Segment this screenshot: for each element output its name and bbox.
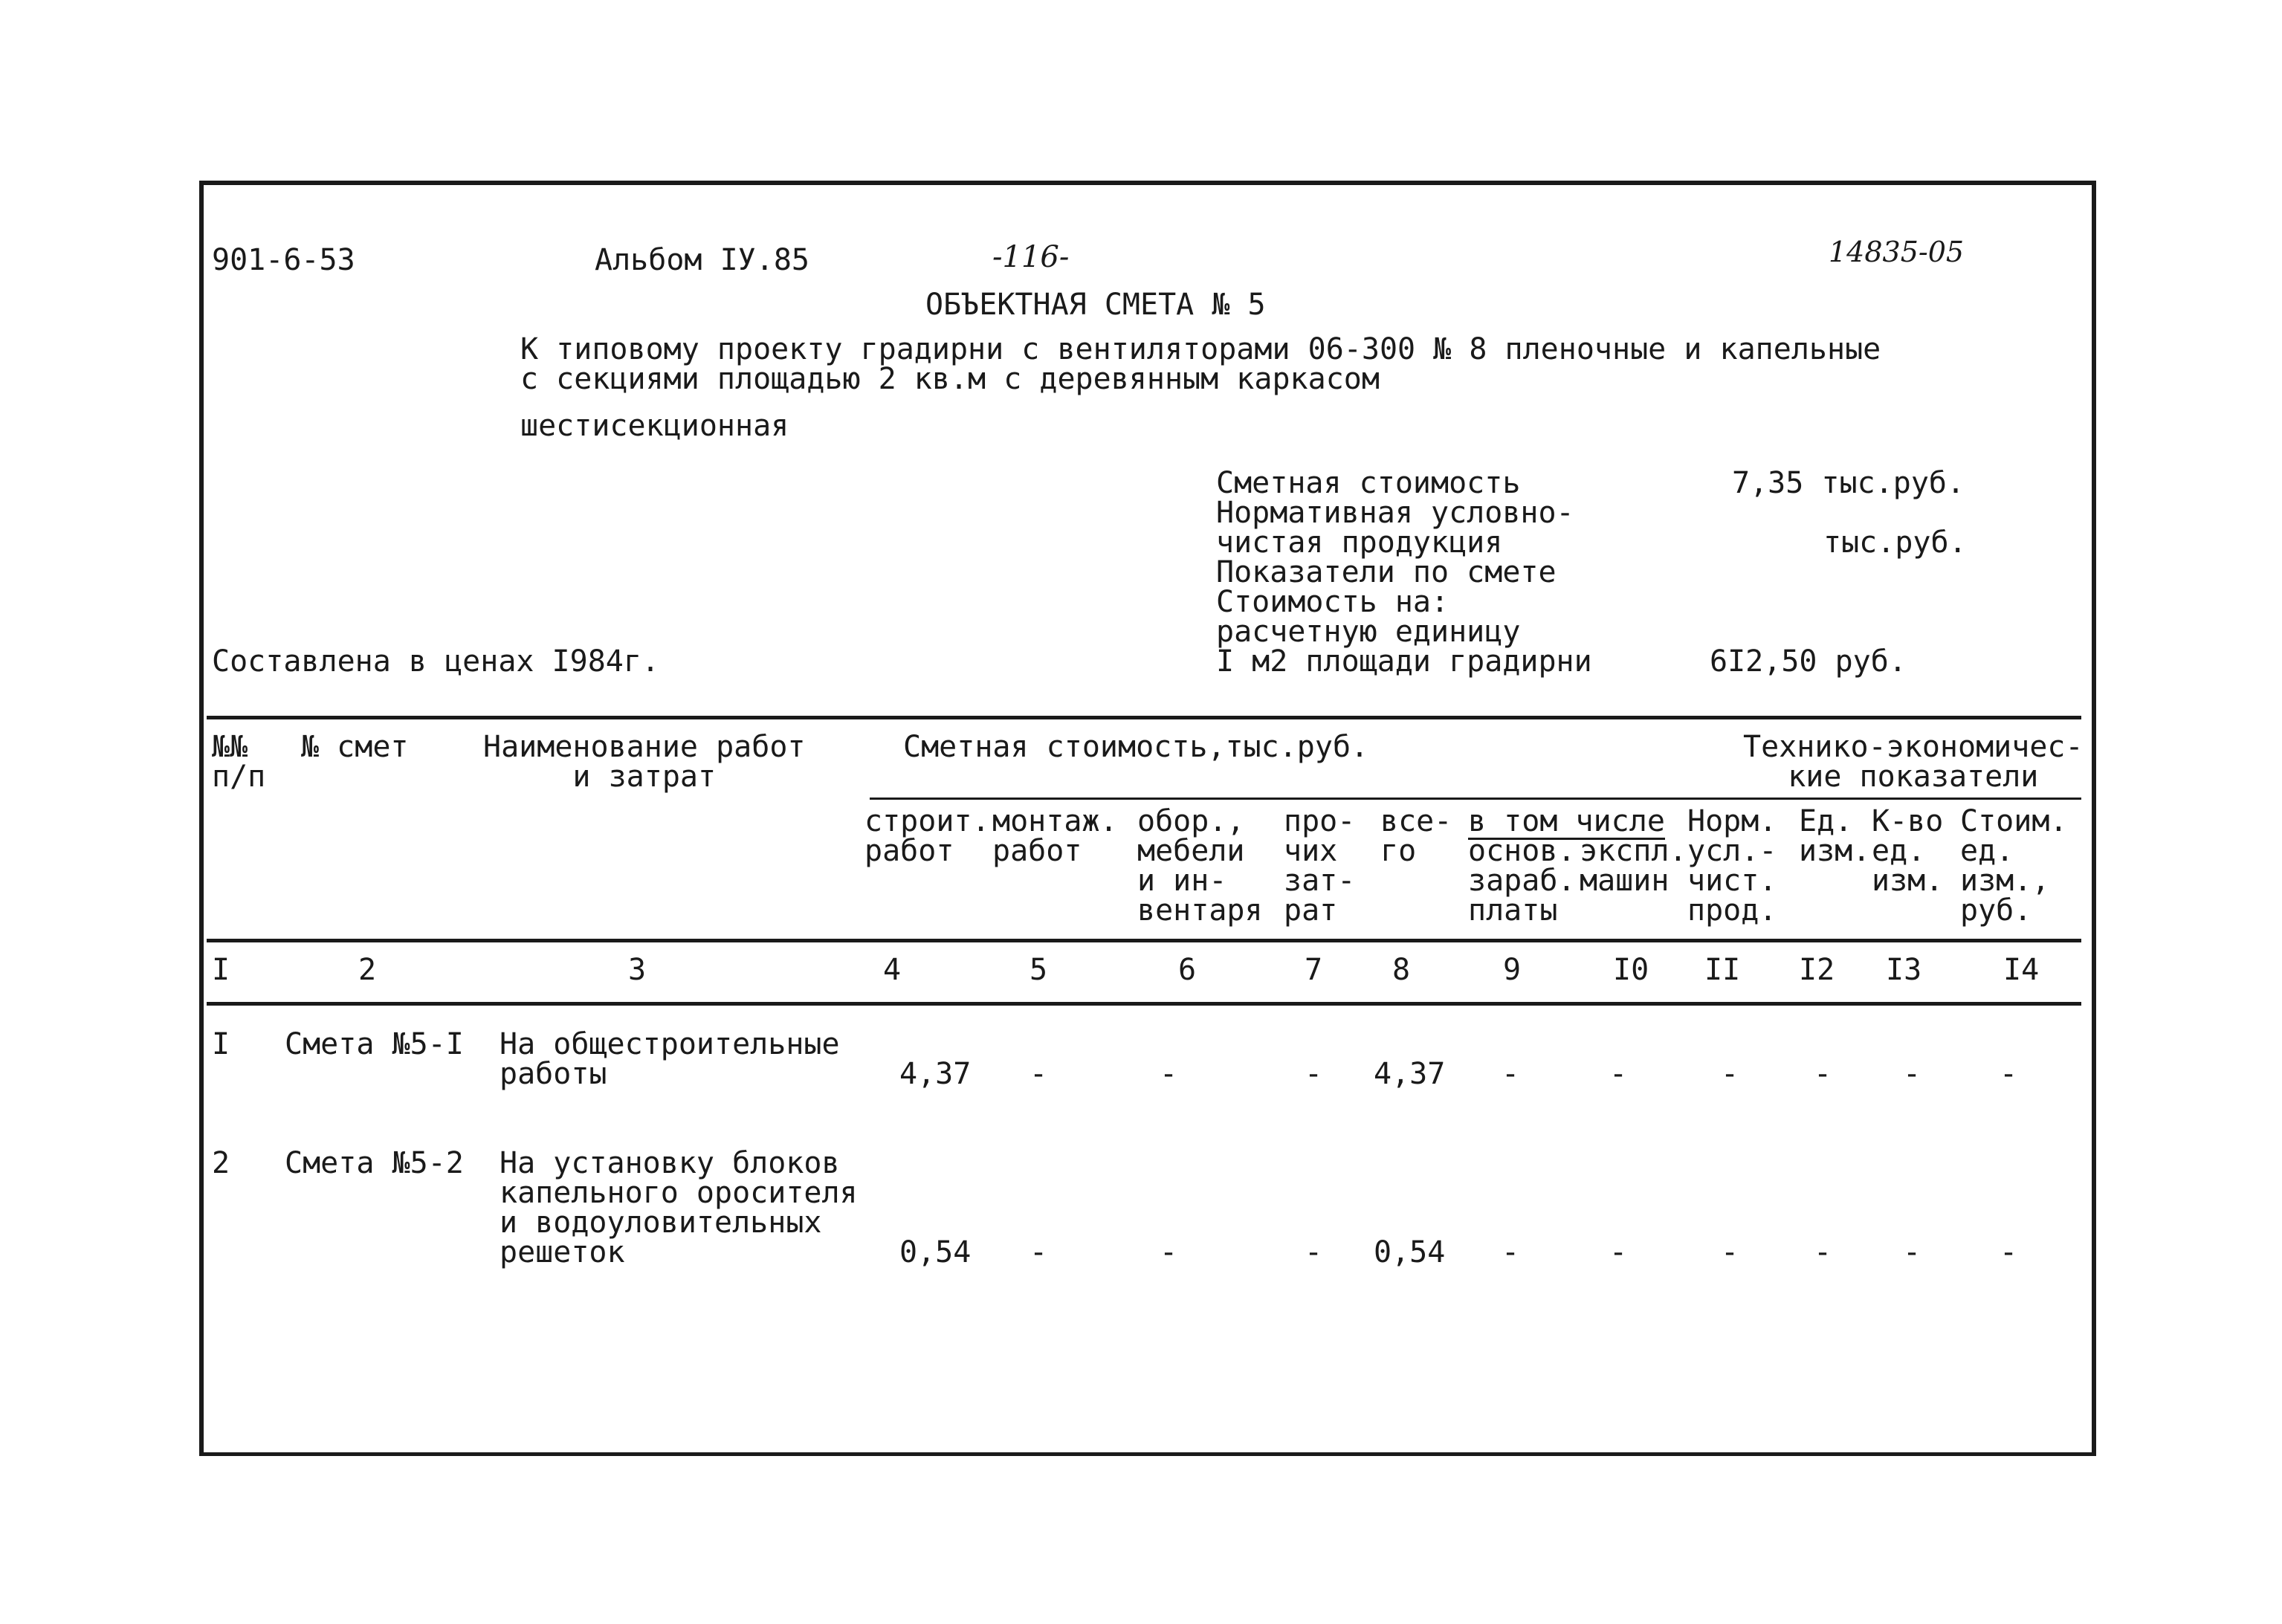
cost-group-rule xyxy=(870,798,2081,800)
colnum-bottom-rule xyxy=(207,1002,2081,1006)
col-number-10: I0 xyxy=(1613,953,1649,987)
col-number-8: 8 xyxy=(1392,953,1411,987)
row-other-cost: - xyxy=(1305,1057,1323,1091)
row-norm-prod: - xyxy=(1721,1057,1739,1091)
col-number-7: 7 xyxy=(1305,953,1323,987)
col-number-14: I4 xyxy=(2003,953,2040,987)
row-norm-prod: - xyxy=(1721,1235,1739,1269)
col-number-4: 4 xyxy=(883,953,902,987)
norm-label-1: Нормативная условно- xyxy=(1216,496,1574,530)
col-header-construction: строит. работ xyxy=(864,804,990,868)
row-number: I xyxy=(212,1027,230,1061)
col-header-base-wages: основ. зараб. платы xyxy=(1468,834,1576,928)
row-number: 2 xyxy=(212,1146,230,1180)
estimate-subtitle-line1: К типовому проекту градирни с вентиляторами 06-300 № 8 пленочные и капельные xyxy=(520,332,1881,366)
row-equipment-cost: - xyxy=(1160,1057,1178,1091)
col-number-2: 2 xyxy=(358,953,377,987)
row-unit-cost: - xyxy=(2000,1235,2018,1269)
col-number-13: I3 xyxy=(1886,953,1922,987)
row-construction-cost: 0,54 xyxy=(899,1235,972,1269)
row-construction-cost: 4,37 xyxy=(899,1057,972,1091)
table-top-rule xyxy=(207,716,2081,719)
page-number: -116- xyxy=(992,240,1070,274)
col-header-estimate: № смет xyxy=(301,730,409,764)
row-estimate-ref: Смета №5-2 xyxy=(285,1146,464,1180)
col-header-unit: Ед. изм. xyxy=(1799,804,1871,868)
row-unit-qty: - xyxy=(1903,1057,1921,1091)
row-work-name: На установку блоков капельного оросителя и водоуловительных решеток xyxy=(500,1146,858,1269)
row-installation-cost: - xyxy=(1030,1235,1048,1269)
project-code: 901-6-53 xyxy=(212,243,355,277)
header-bottom-rule xyxy=(207,939,2081,942)
prices-note: Составлена в ценах I984г. xyxy=(212,644,660,679)
row-machines: - xyxy=(1609,1235,1628,1269)
col-number-9: 9 xyxy=(1503,953,1522,987)
col-header-including: в том числе xyxy=(1468,804,1665,838)
col-header-total: все- го xyxy=(1380,804,1452,868)
col-header-machines: экспл. машин xyxy=(1580,834,1687,898)
col-header-other: про- чих зат- рат xyxy=(1284,804,1356,928)
row-installation-cost: - xyxy=(1030,1057,1048,1091)
col-header-norm-prod: Норм. усл.- чист. прод. xyxy=(1687,804,1777,928)
norm-value: тыс.руб. xyxy=(1823,525,1967,560)
cost-per-label-1: Стоимость на: xyxy=(1216,585,1449,619)
estimate-subtitle-line3: шестисекционная xyxy=(520,409,789,443)
col-number-3: 3 xyxy=(628,953,647,987)
col-number-11: II xyxy=(1704,953,1741,987)
norm-label-2: чистая продукция xyxy=(1216,525,1503,560)
col-number-6: 6 xyxy=(1178,953,1197,987)
row-unit: - xyxy=(1814,1057,1832,1091)
row-base-wages: - xyxy=(1502,1057,1520,1091)
cost-per-label-2: расчетную единицу xyxy=(1216,615,1521,649)
col-header-installation: монтаж. работ xyxy=(992,804,1118,868)
album-label: Альбом IУ.85 xyxy=(595,243,809,277)
row-total-cost: 4,37 xyxy=(1374,1057,1446,1091)
cost-value: 7,35 тыс.руб. xyxy=(1732,466,1965,500)
col-number-5: 5 xyxy=(1030,953,1048,987)
row-other-cost: - xyxy=(1305,1235,1323,1269)
col-header-equipment: обор., мебели и ин- вентаря xyxy=(1137,804,1263,928)
row-work-name: На общестроительные работы xyxy=(500,1027,840,1091)
row-equipment-cost: - xyxy=(1160,1235,1178,1269)
row-base-wages: - xyxy=(1502,1235,1520,1269)
row-total-cost: 0,54 xyxy=(1374,1235,1446,1269)
row-machines: - xyxy=(1609,1057,1628,1091)
col-header-unit-cost: Стоим. ед. изм., руб. xyxy=(1960,804,2068,928)
cost-label: Сметная стоимость xyxy=(1216,466,1521,500)
cost-per-label-3: I м2 площади градирни xyxy=(1216,644,1592,679)
row-unit-cost: - xyxy=(2000,1057,2018,1091)
col-header-cost-group: Сметная стоимость,тыс.руб. xyxy=(903,730,1369,764)
estimate-subtitle-line2: с секциями площадью 2 кв.м с деревянным каркасом xyxy=(520,362,1380,396)
col-header-tech-group: Технико-экономичес- кие показатели xyxy=(1743,730,2084,794)
row-unit: - xyxy=(1814,1235,1832,1269)
estimate-title: ОБЪЕКТНАЯ СМЕТА № 5 xyxy=(925,288,1266,322)
cost-per-value: 6I2,50 руб. xyxy=(1710,644,1907,679)
col-header-name: Наименование работ и затрат xyxy=(483,730,806,794)
indicators-label: Показатели по смете xyxy=(1216,555,1557,589)
col-number-12: I2 xyxy=(1799,953,1835,987)
col-header-unit-qty: К-во ед. изм. xyxy=(1872,804,1944,898)
row-estimate-ref: Смета №5-I xyxy=(285,1027,464,1061)
col-number-1: I xyxy=(212,953,230,987)
col-header-num: №№ п/п xyxy=(212,730,266,794)
doc-number: 14835-05 xyxy=(1829,236,1965,268)
row-unit-qty: - xyxy=(1903,1235,1921,1269)
